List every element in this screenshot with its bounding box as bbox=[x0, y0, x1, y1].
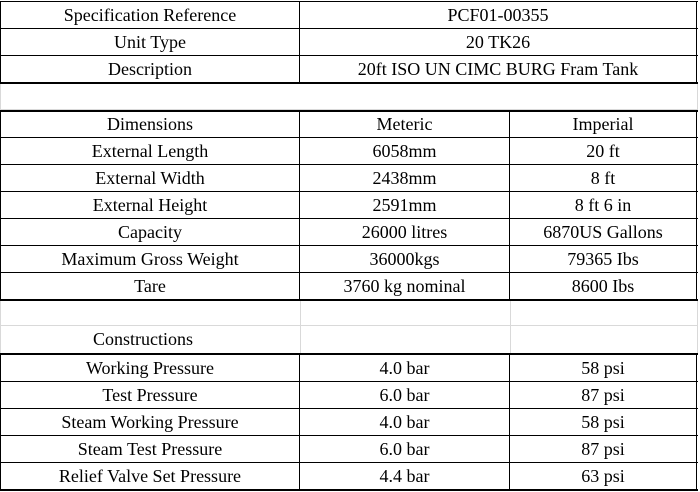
dimension-label: External Length bbox=[0, 138, 300, 165]
spec-label: Specification Reference bbox=[0, 2, 300, 29]
metric-value: 3760 kg nominal bbox=[300, 273, 510, 300]
metric-value: 36000kgs bbox=[300, 246, 510, 273]
table-row bbox=[0, 436, 697, 463]
construction-label: Test Pressure bbox=[0, 382, 300, 409]
table-border bbox=[0, 82, 698, 84]
spec-value: 20 TK26 bbox=[300, 29, 697, 56]
table-border bbox=[0, 28, 698, 29]
column-header: Imperial bbox=[510, 111, 697, 138]
table-row bbox=[0, 409, 697, 436]
metric-value: 6.0 bar bbox=[300, 382, 510, 409]
table-border bbox=[0, 55, 698, 56]
table-row bbox=[0, 382, 697, 409]
metric-value: 6058mm bbox=[300, 138, 510, 165]
section-heading: Constructions bbox=[93, 329, 194, 349]
spec-label: Description bbox=[0, 56, 300, 83]
imperial-value: 58 psi bbox=[510, 355, 697, 382]
construction-label: Relief Valve Set Pressure bbox=[0, 463, 300, 490]
dimension-label: External Height bbox=[0, 192, 300, 219]
spec-label: Unit Type bbox=[0, 29, 300, 56]
construction-label: Steam Working Pressure bbox=[0, 409, 300, 436]
imperial-value: 8 ft bbox=[510, 165, 697, 192]
dimension-label: External Width bbox=[0, 165, 300, 192]
metric-value: 4.0 bar bbox=[300, 409, 510, 436]
grid-line bbox=[0, 84, 1, 110]
imperial-value: 6870US Gallons bbox=[510, 219, 697, 246]
dimension-label: Tare bbox=[0, 273, 300, 300]
dimension-label: Capacity bbox=[0, 219, 300, 246]
metric-value: 26000 litres bbox=[300, 219, 510, 246]
metric-value: 6.0 bar bbox=[300, 436, 510, 463]
metric-value: 2438mm bbox=[300, 165, 510, 192]
spec-value: PCF01-00355 bbox=[300, 2, 697, 29]
column-header: Dimensions bbox=[0, 111, 300, 138]
table-row bbox=[0, 192, 697, 219]
grid-line bbox=[697, 84, 698, 110]
imperial-value: 79365 Ibs bbox=[510, 246, 697, 273]
imperial-value: 58 psi bbox=[510, 409, 697, 436]
table-border bbox=[0, 299, 698, 301]
table-row bbox=[0, 463, 697, 490]
table-row bbox=[0, 165, 697, 192]
imperial-value: 20 ft bbox=[510, 138, 697, 165]
table-border bbox=[0, 1, 698, 2]
construction-label: Working Pressure bbox=[0, 355, 300, 382]
table-border bbox=[0, 489, 698, 491]
spec-row bbox=[0, 29, 697, 56]
table-row bbox=[0, 138, 697, 165]
construction-label: Steam Test Pressure bbox=[0, 436, 300, 463]
metric-value: 4.0 bar bbox=[300, 355, 510, 382]
spec-value: 20ft ISO UN CIMC BURG Fram Tank bbox=[300, 56, 697, 83]
dimensions-header-row bbox=[0, 111, 697, 138]
imperial-value: 8600 Ibs bbox=[510, 273, 697, 300]
imperial-value: 87 psi bbox=[510, 382, 697, 409]
table-row bbox=[0, 355, 697, 382]
constructions-header-row bbox=[0, 326, 697, 353]
metric-value: 2591mm bbox=[300, 192, 510, 219]
column-header: Meteric bbox=[300, 111, 510, 138]
table-row bbox=[0, 246, 697, 273]
table-row bbox=[0, 219, 697, 246]
dimension-label: Maximum Gross Weight bbox=[0, 246, 300, 273]
spec-row bbox=[0, 56, 697, 83]
spec-row bbox=[0, 2, 697, 29]
imperial-value: 8 ft 6 in bbox=[510, 192, 697, 219]
imperial-value: 87 psi bbox=[510, 436, 697, 463]
imperial-value: 63 psi bbox=[510, 463, 697, 490]
table-row bbox=[0, 273, 697, 300]
grid-line bbox=[697, 301, 698, 353]
metric-value: 4.4 bar bbox=[300, 463, 510, 490]
